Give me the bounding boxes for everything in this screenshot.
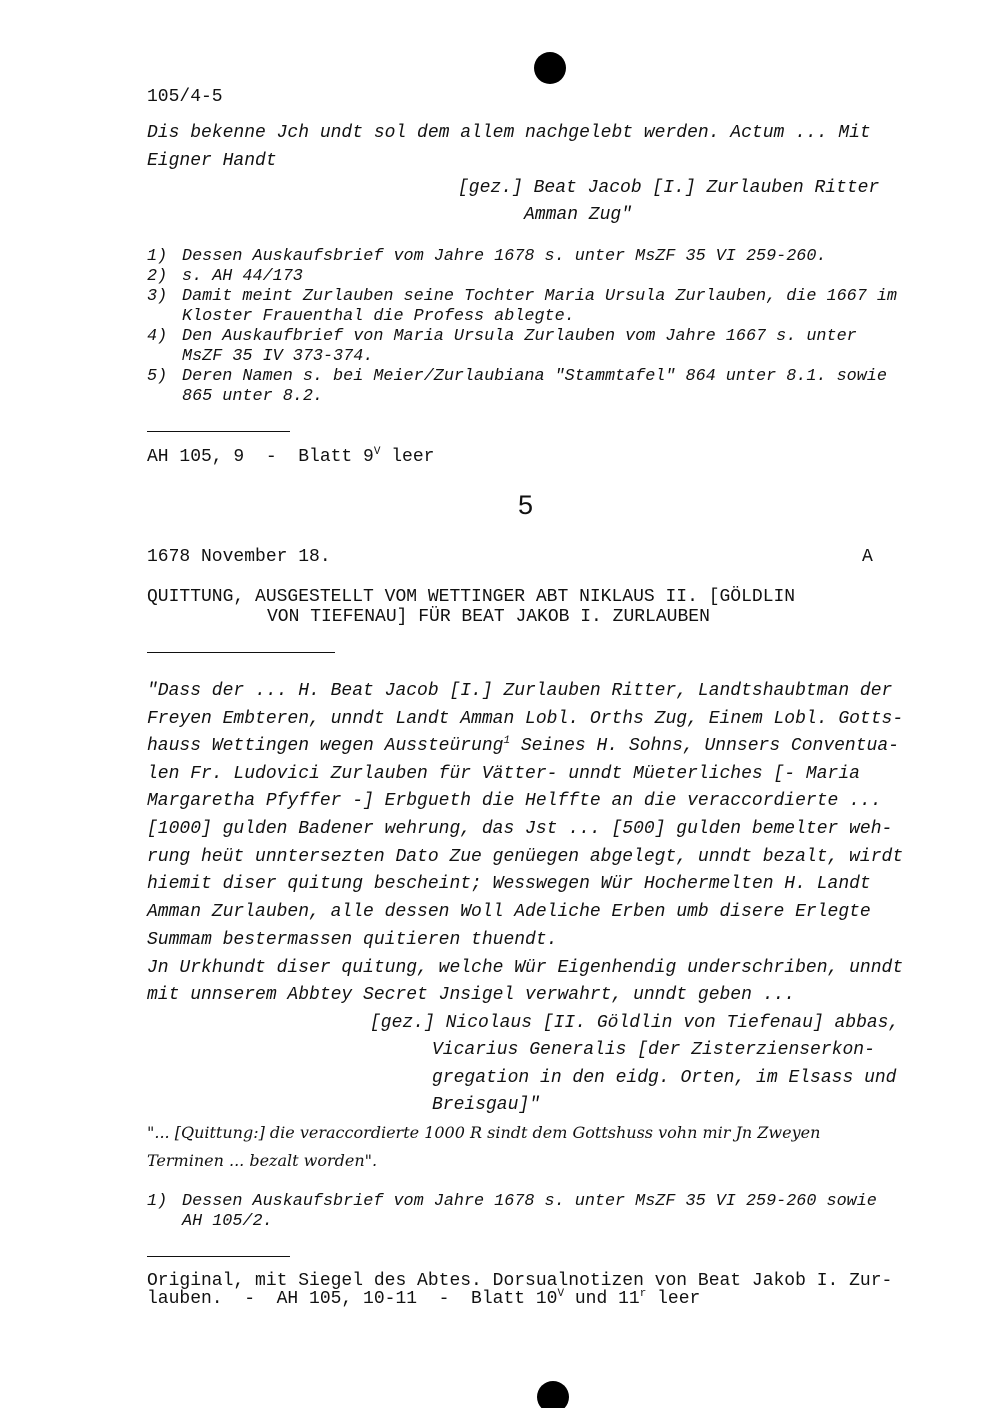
superscript: r [639, 1288, 647, 1300]
source-text: lauben. - AH 105, 10-11 - Blatt 10 [147, 1289, 558, 1309]
signature-line: [gez.] Beat Jacob [I.] Zurlauben Ritter [458, 178, 880, 198]
footnote-text: s. AH 44/173 [182, 267, 303, 286]
signature-line: [gez.] Nicolaus [II. Göldlin von Tiefenau] abbas, [370, 1013, 900, 1033]
punch-hole-bottom [537, 1381, 569, 1408]
footnote-text: AH 105/2. [182, 1212, 273, 1231]
punch-hole-top [534, 52, 566, 84]
signature-line: Amman Zug" [524, 205, 633, 225]
source-text: und 11 [564, 1289, 640, 1309]
footnote-number: 2) [147, 267, 168, 286]
footnote-text: 865 unter 8.2. [182, 387, 323, 406]
body-line: Margaretha Pfyffer -] Erbgueth die Helffte an die veraccordierte ... [147, 791, 882, 811]
entry-letter: A [862, 547, 873, 567]
archive-note [147, 447, 434, 467]
footnote-number: 3) [147, 287, 168, 306]
body-text: Seines H. Sohns, Unnsers Conventua- [510, 736, 899, 756]
text-line: Eigner Handt [147, 151, 277, 171]
footnote-text: Dessen Auskaufsbrief vom Jahre 1678 s. unter MsZF 35 VI 259-260 sowie [182, 1192, 877, 1211]
footnote-number: 1) [147, 247, 168, 266]
footnote-number: 1) [147, 1192, 168, 1211]
footnote-number: 5) [147, 367, 168, 386]
superscript: V [557, 1288, 565, 1300]
body-line: Jn Urkhundt diser quitung, welche Wür Eigenhendig underschriben, unndt [147, 958, 904, 978]
archive-text: AH 105, 9 - Blatt 9 [147, 447, 374, 467]
body-line: Amman Zurlauben, alle dessen Woll Adeliche Erben umb disere Erlegte [147, 902, 871, 922]
signature-line: Vicarius Generalis [der Zisterzienserkon- [432, 1040, 875, 1060]
body-line: [1000] gulden Badener wehrung, das Jst ... [500] gulden bemelter weh- [147, 819, 893, 839]
entry-number: 5 [518, 490, 534, 520]
entry-title: VON TIEFENAU] FÜR BEAT JAKOB I. ZURLAUBEN [267, 607, 710, 627]
footnote-marker: 1 [503, 735, 511, 747]
footnote-number: 4) [147, 327, 168, 346]
dorsal-note: Terminen ... bezalt worden". [147, 1151, 378, 1170]
entry-title: QUITTUNG, AUSGESTELLT VOM WETTINGER ABT NIKLAUS II. [GÖLDLIN [147, 587, 796, 607]
body-line: hiemit diser quitung bescheint; Wesswegen Wür Hochermelten H. Landt [147, 874, 871, 894]
source-text: leer [646, 1289, 701, 1309]
footnote-text: Kloster Frauenthal die Profess ablegte. [182, 307, 575, 326]
source-note: Original, mit Siegel des Abtes. Dorsualnotizen von Beat Jakob I. Zur- [147, 1271, 893, 1291]
entry-date: 1678 November 18. [147, 547, 331, 567]
footnote-text: MsZF 35 IV 373-374. [182, 347, 374, 366]
source-note [147, 1290, 700, 1308]
signature-line: gregation in den eidg. Orten, im Elsass und [432, 1068, 897, 1088]
footnote-text: Deren Namen s. bei Meier/Zurlaubiana "Stammtafel" 864 unter 8.1. sowie [182, 367, 887, 386]
body-line [147, 736, 899, 756]
archive-text: leer [380, 447, 435, 467]
dorsal-note: "... [Quittung:] die veraccordierte 1000 R sindt dem Gottshuss vohn mir Jn Zweyen [147, 1123, 821, 1142]
superscript: V [373, 446, 381, 458]
footnote-text: Damit meint Zurlauben seine Tochter Maria Ursula Zurlauben, die 1667 im [182, 287, 897, 306]
body-line: "Dass der ... H. Beat Jacob [I.] Zurlauben Ritter, Landtshaubtman der [147, 681, 893, 701]
body-text: hauss Wettingen wegen Aussteürung [147, 736, 504, 756]
divider [147, 1256, 290, 1257]
body-line: len Fr. Ludovici Zurlauben für Vätter- unndt Müeterliches [- Maria [147, 764, 860, 784]
text-line: Dis bekenne Jch undt sol dem allem nachgelebt werden. Actum ... Mit [147, 123, 871, 143]
signature-line: Breisgau]" [432, 1095, 541, 1115]
body-line: mit unnserem Abbtey Secret Jnsigel verwahrt, unndt geben ... [147, 985, 796, 1005]
divider [147, 652, 335, 653]
footnote-text: Dessen Auskaufsbrief vom Jahre 1678 s. unter MsZF 35 VI 259-260. [182, 247, 827, 266]
body-line: Freyen Embteren, unndt Landt Amman Lobl. Orths Zug, Einem Lobl. Gotts- [147, 709, 904, 729]
page-reference: 105/4-5 [147, 87, 223, 107]
divider [147, 431, 290, 432]
body-line: Summam bestermassen quitieren thuendt. [147, 930, 558, 950]
footnote-text: Den Auskaufbrief von Maria Ursula Zurlauben vom Jahre 1667 s. unter [182, 327, 857, 346]
body-line: rung heüt unntersezten Dato Zue genüegen abgelegt, unndt bezalt, wirdt [147, 847, 904, 867]
